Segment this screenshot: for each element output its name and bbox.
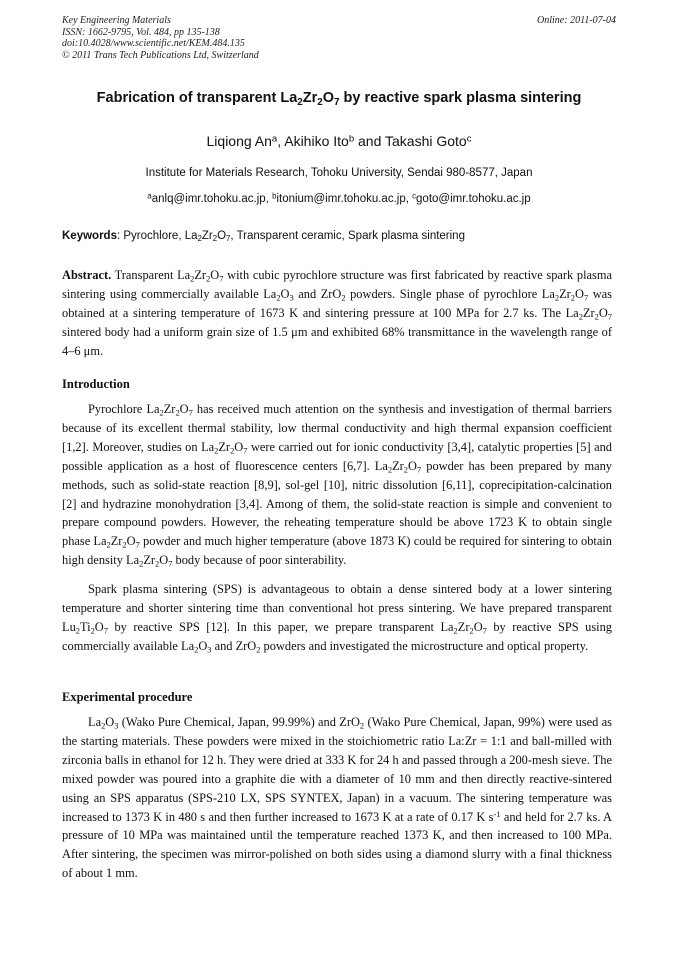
author-emails: $^a$anlq@imr.tohoku.ac.jp, $^b$itonium@imr.tohoku.ac.jp, $^c$goto@imr.tohoku.ac.jp [147, 191, 531, 205]
affiliation: Institute for Materials Research, Tohoku University, Sendai 980-8577, Japan [145, 167, 533, 179]
introduction-paragraph-1: Pyrochlore $La_2Zr_2O_7$ has received much attention on the synthesis and investigation of thermal barriers because of its excellent thermal stability, low thermal conductivity and high thermal expansion coefficient [1,2]. Moreover, studies on $La_2Zr_2O_7$ were carried out for ionic conductivity [3,4], catalytic properties [5] and possible application as a host of fluorescence centers [6,7]. $La_2Zr_2O_7$ powder has been prepared by many methods, such as solid-state reaction [8,9], sol-gel [10], nitric dissolution [6,11], coprecipitation-calcination [2] and hydrazine monohydration [3,4]. Among of them, the solid-state reaction is simple and convenient to prepare compound powders. However, the reheating temperature should be above 1723 K to obtain single phase $La_2Zr_2O_7$ powder and much higher temperature (above 1873 K) could be required for sintering to obtain high density $La_2Zr_2O_7$ body because of poor sinterability. [62, 402, 612, 569]
experimental-heading: Experimental procedure [62, 690, 193, 704]
abstract-label: Abstract. [62, 268, 112, 282]
paper-title: Fabrication of transparent $La_2Zr_2O_7$ by reactive spark plasma sintering [96, 90, 582, 108]
journal-doi: doi:10.4028/www.scientific.net/KEM.484.135 [62, 38, 245, 49]
journal-name: Key Engineering Materials [62, 15, 171, 26]
introduction-paragraph-2: Spark plasma sintering (SPS) is advantageous to obtain a dense sintered body at a lower sintering temperature and shorter sintering time than conventional hot press sintering. We have prepared transparent $Lu_2Ti_2O_7$ by reactive SPS [12]. In this paper, we prepare transparent $La_2Zr_2O_7$ by reactive SPS using commercially available $La_2O_3$ and ZrO$_2$ powders and investigated the microstructure and optical property. [62, 582, 612, 655]
introduction-heading: Introduction [62, 377, 130, 391]
experimental-paragraph-1: $La_2O_3$ (Wako Pure Chemical, Japan, 99.99%) and ZrO$_2$ (Wako Pure Chemical, Japan, 99%) were used as the starting materials. These powders were mixed in the stoichiometric ratio La:Zr = 1:1 and ball-milled with zirconia balls in ethanol for 12 h. They were dried at 333 K for 24 h and passed through a 200-mesh sieve. The mixed powder was poured into a graphite die with a diameter of 10 mm and then directly reactive-sintered using an SPS apparatus (SPS-210 LX, SPS SYNTEX, Japan) in a vacuum. The sintering temperature was increased to 1373 K in 480 s and then further increased to 1673 K at a rate of 0.17 K $s^{-1}$ and held for 2.7 ks. A pressure of 10 MPa was maintained until the temperature reached 1373 K, and then increased to 100 MPa. After sintering, the specimen was mirror-polished on both sides using a diamond slurry with a final thickness of about 1 mm. [62, 715, 613, 881]
online-date: Online: 2011-07-04 [537, 15, 616, 26]
author-list: Liqiong An$^a$, Akihiko Ito$^b$ and Takashi Goto$^c$ [206, 133, 472, 149]
keywords-line: Keywords: Pyrochlore, $La_2Zr_2O_7$, Transparent ceramic, Spark plasma sintering [62, 230, 465, 244]
journal-header [62, 15, 616, 61]
journal-issn: ISSN: 1662-9795, Vol. 484, pp 135-138 [62, 26, 220, 38]
journal-copyright: © 2011 Trans Tech Publications Ltd, Switzerland [62, 49, 259, 61]
abstract-paragraph: Abstract. Transparent $La_2Zr_2O_7$ with cubic pyrochlore structure was first fabricated by reactive spark plasma sintering using commercially available $La_2O_3$ and ZrO$_2$ powders. Single phase of pyrochlore $La_2Zr_2O_7$ was obtained at a sintering temperature of 1673 K and sintering pressure at 100 MPa for 2.7 ks. The $La_2Zr_2O_7$ sintered body had a uniform grain size of 1.5 μm and exhibited 68% transmittance in the wavelength range of 4–6 μm. [62, 268, 613, 358]
keywords-label: Keywords [62, 230, 117, 242]
